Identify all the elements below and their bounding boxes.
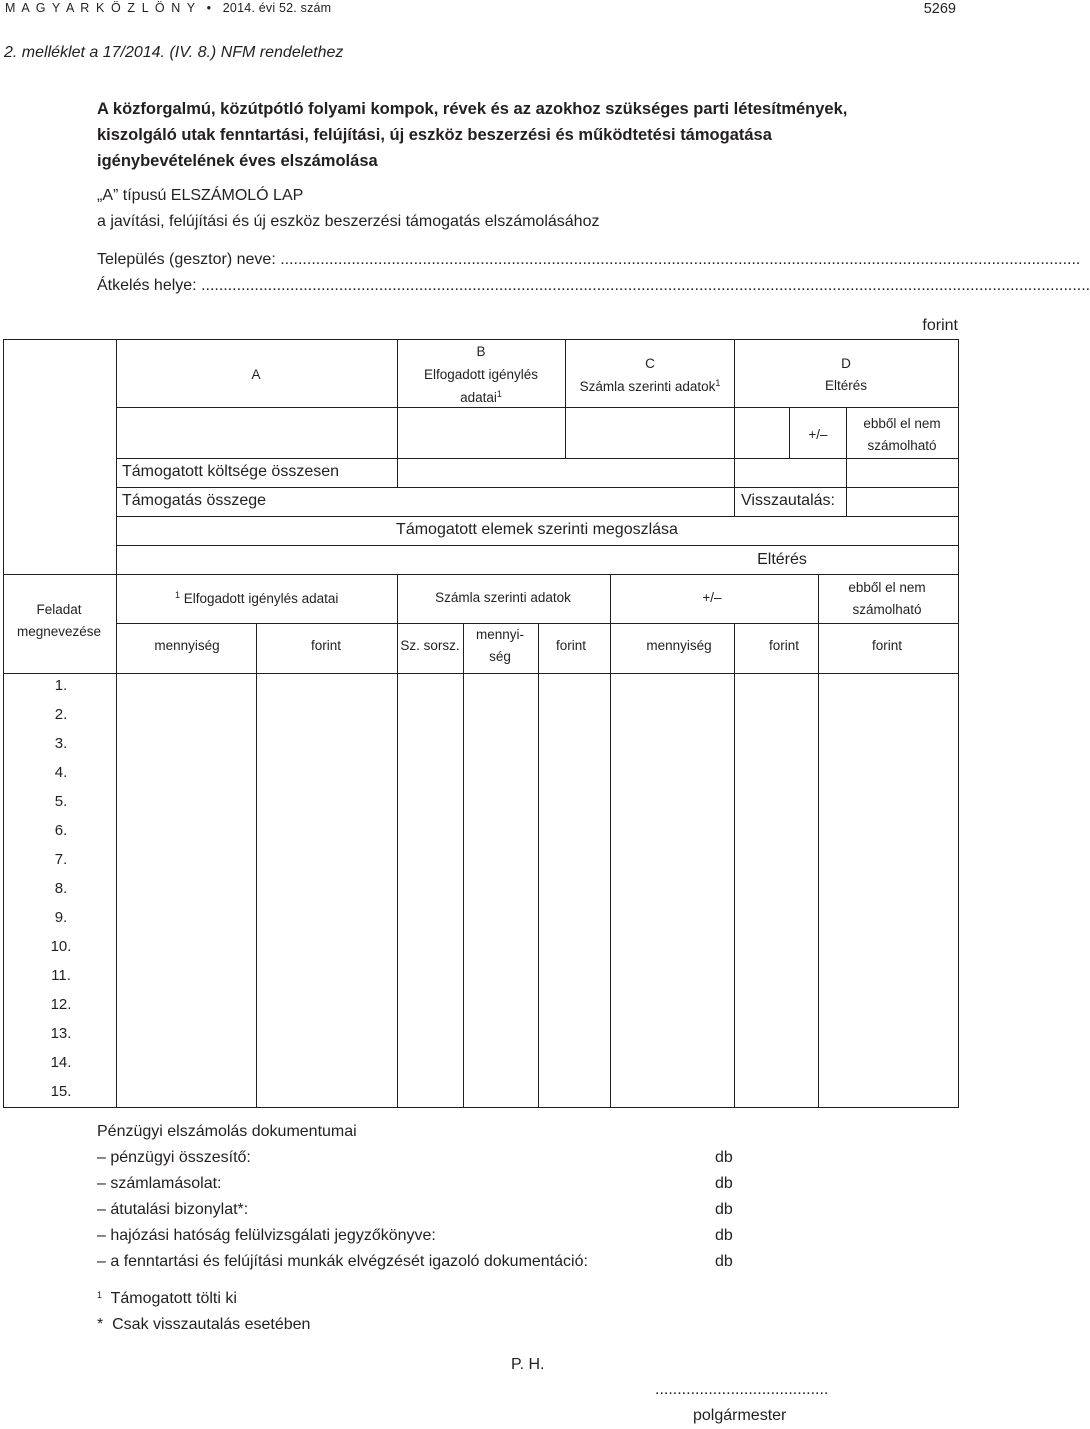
document-item-label: – a fenntartási és felújítási munkák elvégzését igazoló dokumentáció: [97, 1253, 588, 1270]
main-title: A közforgalmú, közútpótló folyami kompok, révek és az azokhoz szükséges parti létesítmények, kiszolgáló utak fenntartási, felújítási, új eszköz beszerzési és működtetési támogatása igénybevételének éves elszámolása [97, 100, 848, 170]
row-number: 12. [50, 996, 72, 1013]
row-number: 11. [51, 967, 71, 984]
page-number: 5269 [923, 1, 956, 17]
document-item-unit: db [715, 1175, 733, 1192]
breakdown-title: Támogatott elemek szerinti megoszlása [396, 521, 678, 538]
invoice-data-header: Számla szerinti adatok [435, 590, 571, 605]
document-item-label: – számlamásolat: [97, 1175, 222, 1192]
col-forint-2: forint [555, 638, 587, 653]
refund-label: Visszautalás: [741, 492, 835, 509]
row-number: 9. [54, 909, 68, 926]
header-bullet: • [206, 1, 213, 15]
row-number: 6. [54, 822, 68, 839]
row-number: 3. [54, 735, 68, 752]
document-item-unit: db [715, 1227, 733, 1244]
settlement-dots: .................................................................................................................................................................................... [280, 251, 1081, 268]
table-border [4, 340, 959, 1108]
row-number: 7. [54, 851, 68, 868]
stamp-place: P. H. [511, 1356, 545, 1373]
not-accountable-line1: ebből el nem [863, 416, 941, 431]
footnote-2: * Csak visszautalás esetében [97, 1316, 311, 1333]
journal-header [5, 1, 331, 15]
col-b-line1: Elfogadott igénylés [423, 367, 539, 382]
document-item-unit: db [715, 1149, 733, 1166]
col-quantity-1: mennyiség [154, 638, 220, 653]
supported-cost-total: Támogatott költsége összesen [122, 463, 340, 480]
sheet-purpose: a javítási, felújítási és új eszköz beszerzési támogatás elszámolásához [97, 213, 600, 230]
col-serial: Sz. sorsz. [400, 638, 460, 653]
col-a-header: A [251, 367, 261, 382]
settlement-field[interactable] [97, 251, 1081, 269]
difference-header: Eltérés [757, 551, 807, 568]
crossing-dots: ........................................................................................................................................................................................................ [201, 277, 1090, 294]
not-accountable-lower-1: ebből el nem [848, 580, 926, 595]
col-forint-3: forint [768, 638, 800, 653]
row-number: 15. [50, 1083, 72, 1100]
settlement-table [3, 339, 959, 1108]
documents-title: Pénzügyi elszámolás dokumentumai [97, 1123, 357, 1140]
not-accountable-lower-2: számolható [852, 602, 922, 617]
not-accountable-line2: számolható [867, 438, 937, 453]
row-number: 8. [54, 880, 68, 897]
unit-label: forint [922, 317, 958, 334]
row-number: 10. [50, 938, 72, 955]
col-forint-1: forint [310, 638, 342, 653]
signature-line[interactable]: ....................................... [655, 1381, 829, 1398]
plus-minus-header: +/– [808, 427, 828, 442]
sheet-type: „A” típusú ELSZÁMOLÓ LAP [97, 187, 304, 204]
document-item-label: – átutalási bizonylat*: [97, 1201, 249, 1218]
issue-number: 2014. évi 52. szám [222, 1, 332, 15]
crossing-label: Átkelés helye: [97, 277, 202, 294]
document-item-unit: db [715, 1253, 733, 1270]
journal-name: M A G Y A R K Ö Z L Ö N Y [5, 1, 197, 15]
plus-minus-lower: +/– [702, 590, 722, 605]
task-name-line1: Feladat [36, 602, 82, 617]
annex-title: 2. melléklet a 17/2014. (IV. 8.) NFM rendelethez [4, 44, 344, 61]
task-name-line2: megnevezése [16, 624, 102, 639]
col-quantity-2b: ség [489, 649, 511, 664]
document-item-unit: db [715, 1201, 733, 1218]
col-b-letter: B [476, 344, 486, 359]
row-number: 5. [54, 793, 68, 810]
col-c-text: Számla szerinti adatok$^1$ [579, 378, 721, 394]
col-b-line2: adatai$^1$ [460, 389, 502, 405]
row-number: 2. [54, 706, 68, 723]
row-number: 4. [54, 764, 68, 781]
col-quantity-2a: mennyi- [475, 627, 525, 642]
support-amount: Támogatás összege [122, 492, 267, 509]
settlement-label: Település (gesztor) neve: [97, 251, 281, 268]
signature-label: polgármester [693, 1407, 787, 1424]
col-forint-4: forint [871, 638, 903, 653]
table-grid [3, 339, 959, 1108]
col-d-text: Eltérés [824, 378, 868, 393]
footnote-1: $^1$ Támogatott tölti ki [97, 1290, 237, 1307]
accepted-request-header: $^1$ Elfogadott igénylés adatai [175, 590, 339, 606]
col-quantity-3: mennyiség [646, 638, 712, 653]
document-item-label: – hajózási hatóság felülvizsgálati jegyzőkönyve: [97, 1227, 436, 1244]
document-item-label: – pénzügyi összesítő: [97, 1149, 251, 1166]
col-c-letter: C [645, 356, 655, 371]
crossing-field[interactable] [97, 277, 1090, 295]
col-d-letter: D [841, 356, 851, 371]
row-number: 14. [50, 1054, 72, 1071]
row-number: 1. [54, 677, 68, 694]
row-number: 13. [50, 1025, 72, 1042]
